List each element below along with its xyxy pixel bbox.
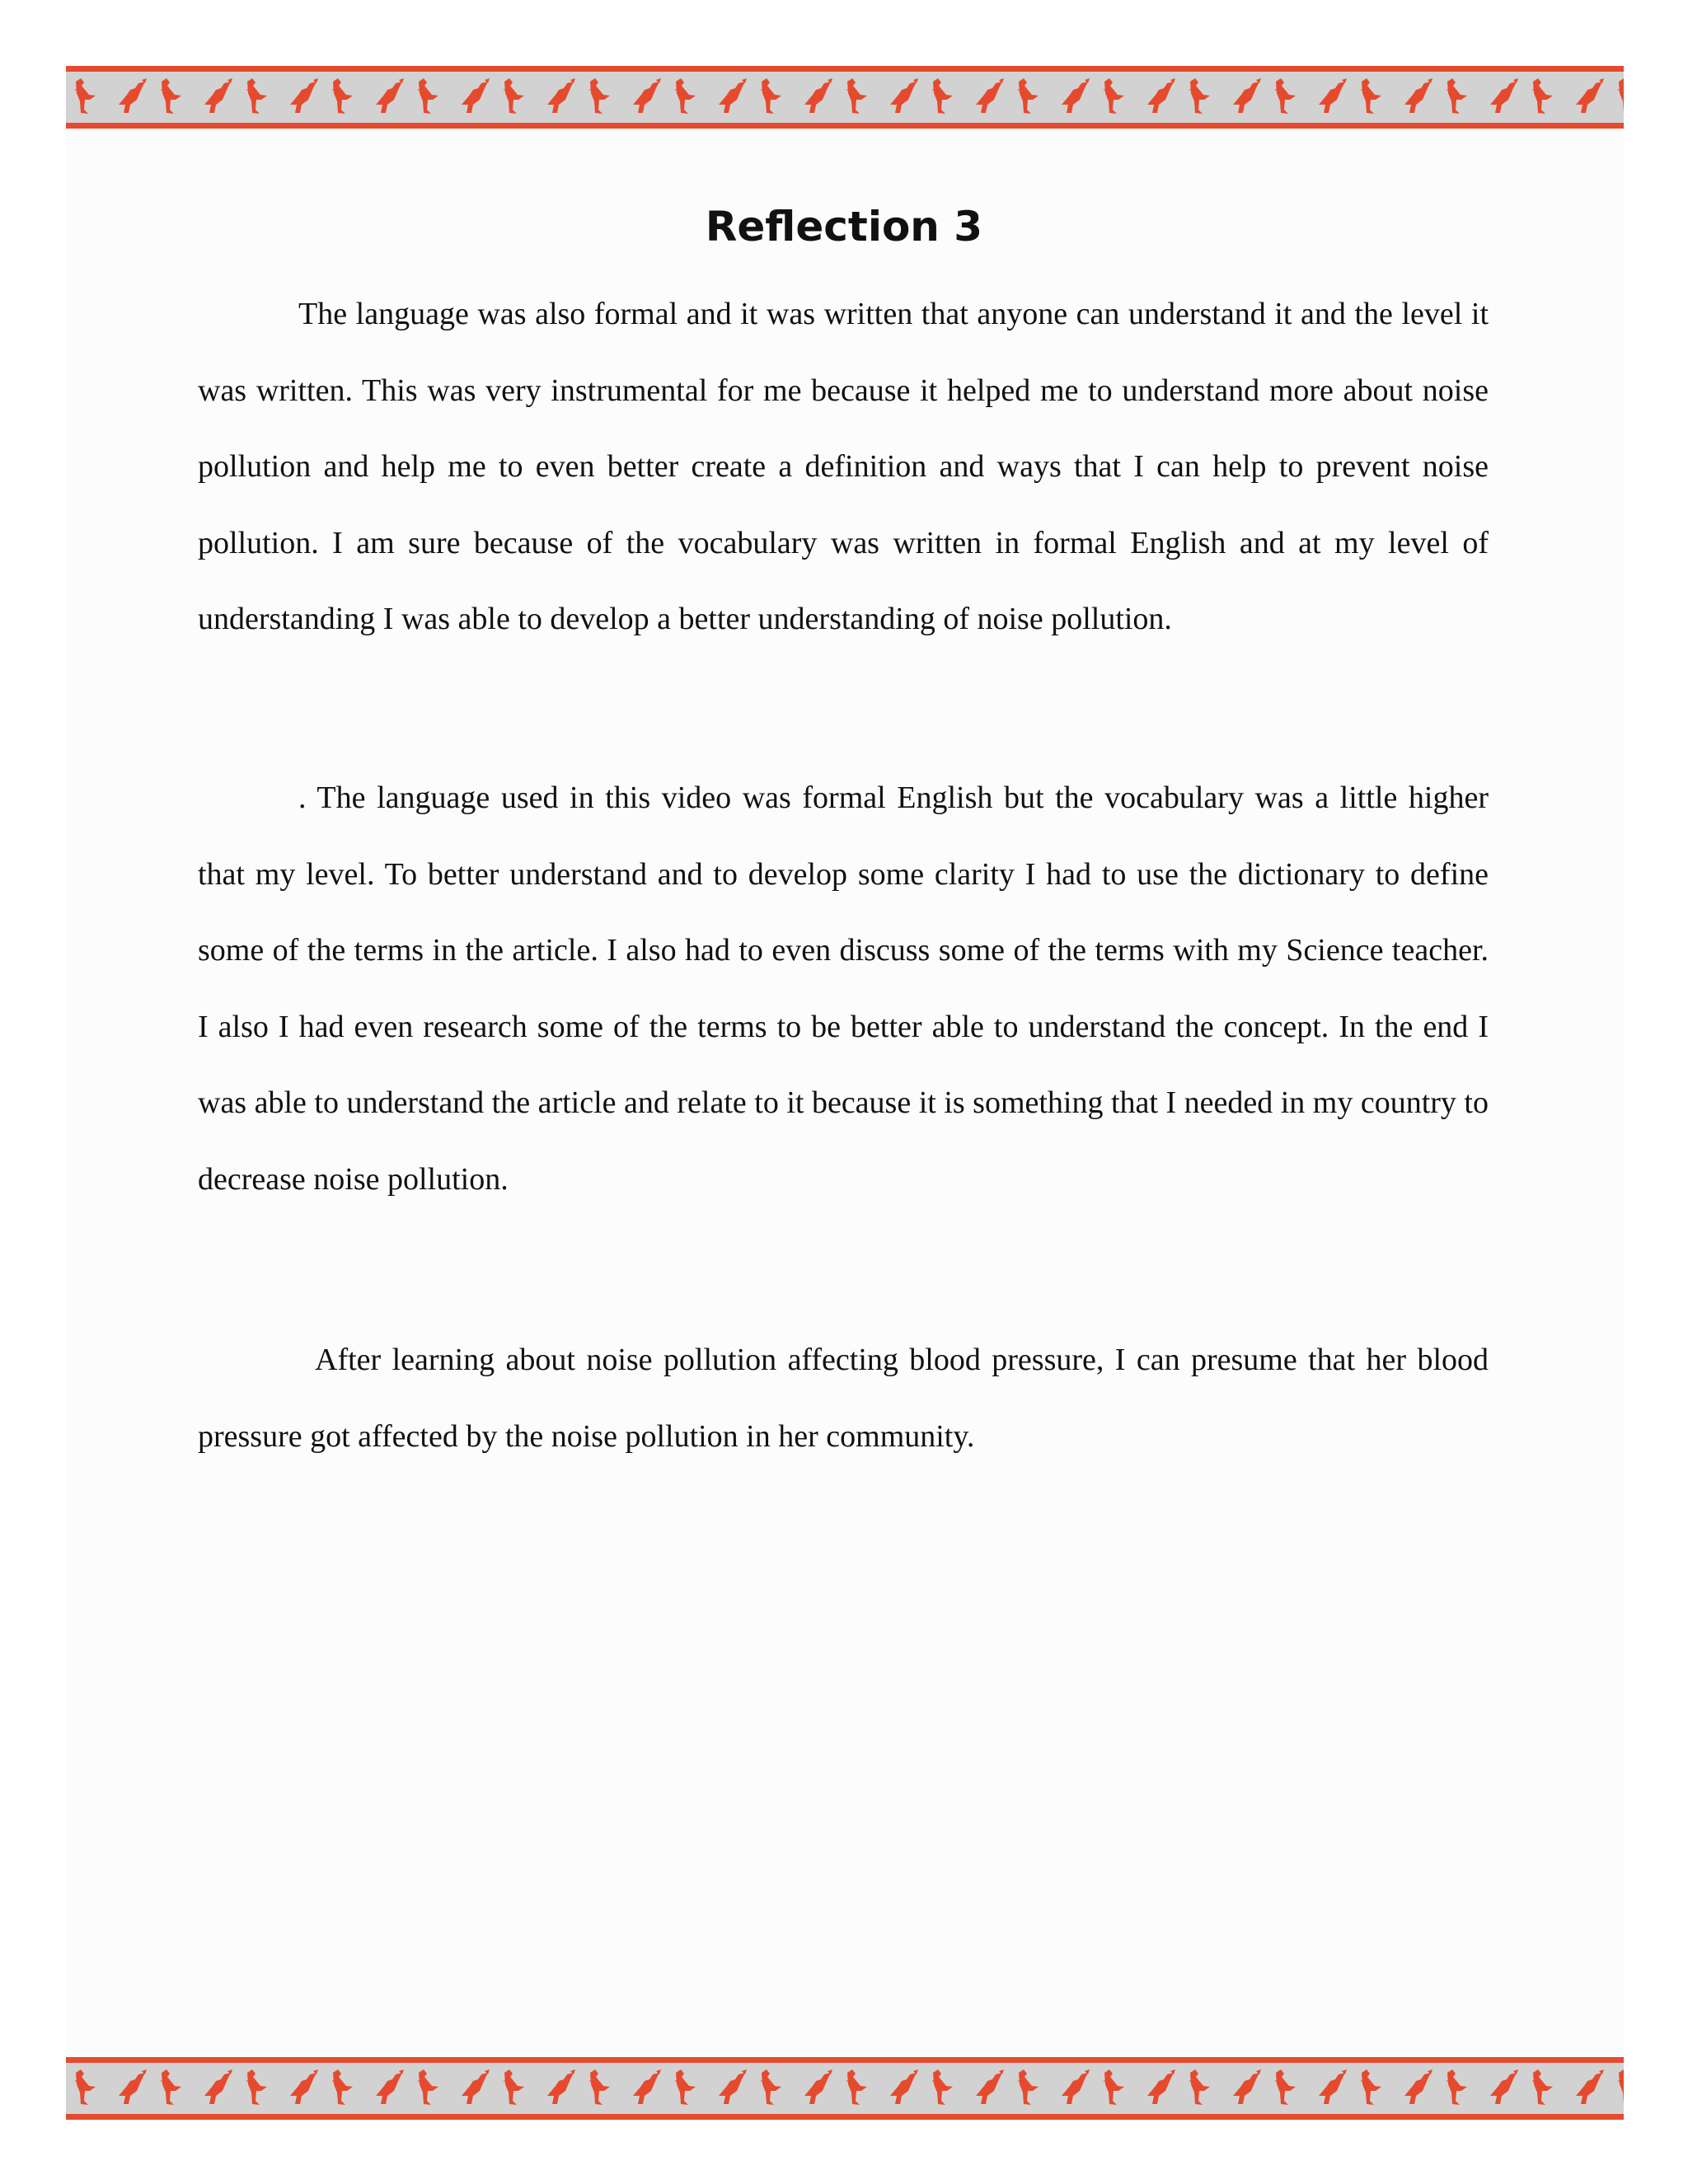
bird-pattern-top (66, 72, 1624, 123)
bottom-decorative-border (66, 2057, 1624, 2120)
top-decorative-border (66, 66, 1624, 129)
bird-pattern-bottom (66, 2063, 1624, 2114)
paragraph-1: The language was also formal and it was written that anyone can understand it and the level it was written. This was very instrumental for me because it helped me to understand more about noise pollution and help me to even better create a definition and ways that I can help to prevent noise pollution. I am sure because of the vocabulary was written in formal English and at my level of understanding I was able to develop a better understanding of noise pollution. (198, 297, 1489, 636)
page-title: Reflection 3 (705, 203, 983, 251)
paragraph-3: After learning about noise pollution affecting blood pressure, I can presume that her blood pressure got affected by the noise pollution in her community. (198, 1343, 1489, 1454)
paragraph-2: . The language used in this video was formal English but the vocabulary was a little higher that my level. To better understand and to develop some clarity I had to use the dictionary to define some of the terms in the article. I also had to even discuss some of the terms with my Science teacher. I also I had even research some of the terms to be better able to understand the concept. In the end I was able to understand the article and relate to it because it is something that I needed in my country to decrease noise pollution. (198, 780, 1489, 1197)
